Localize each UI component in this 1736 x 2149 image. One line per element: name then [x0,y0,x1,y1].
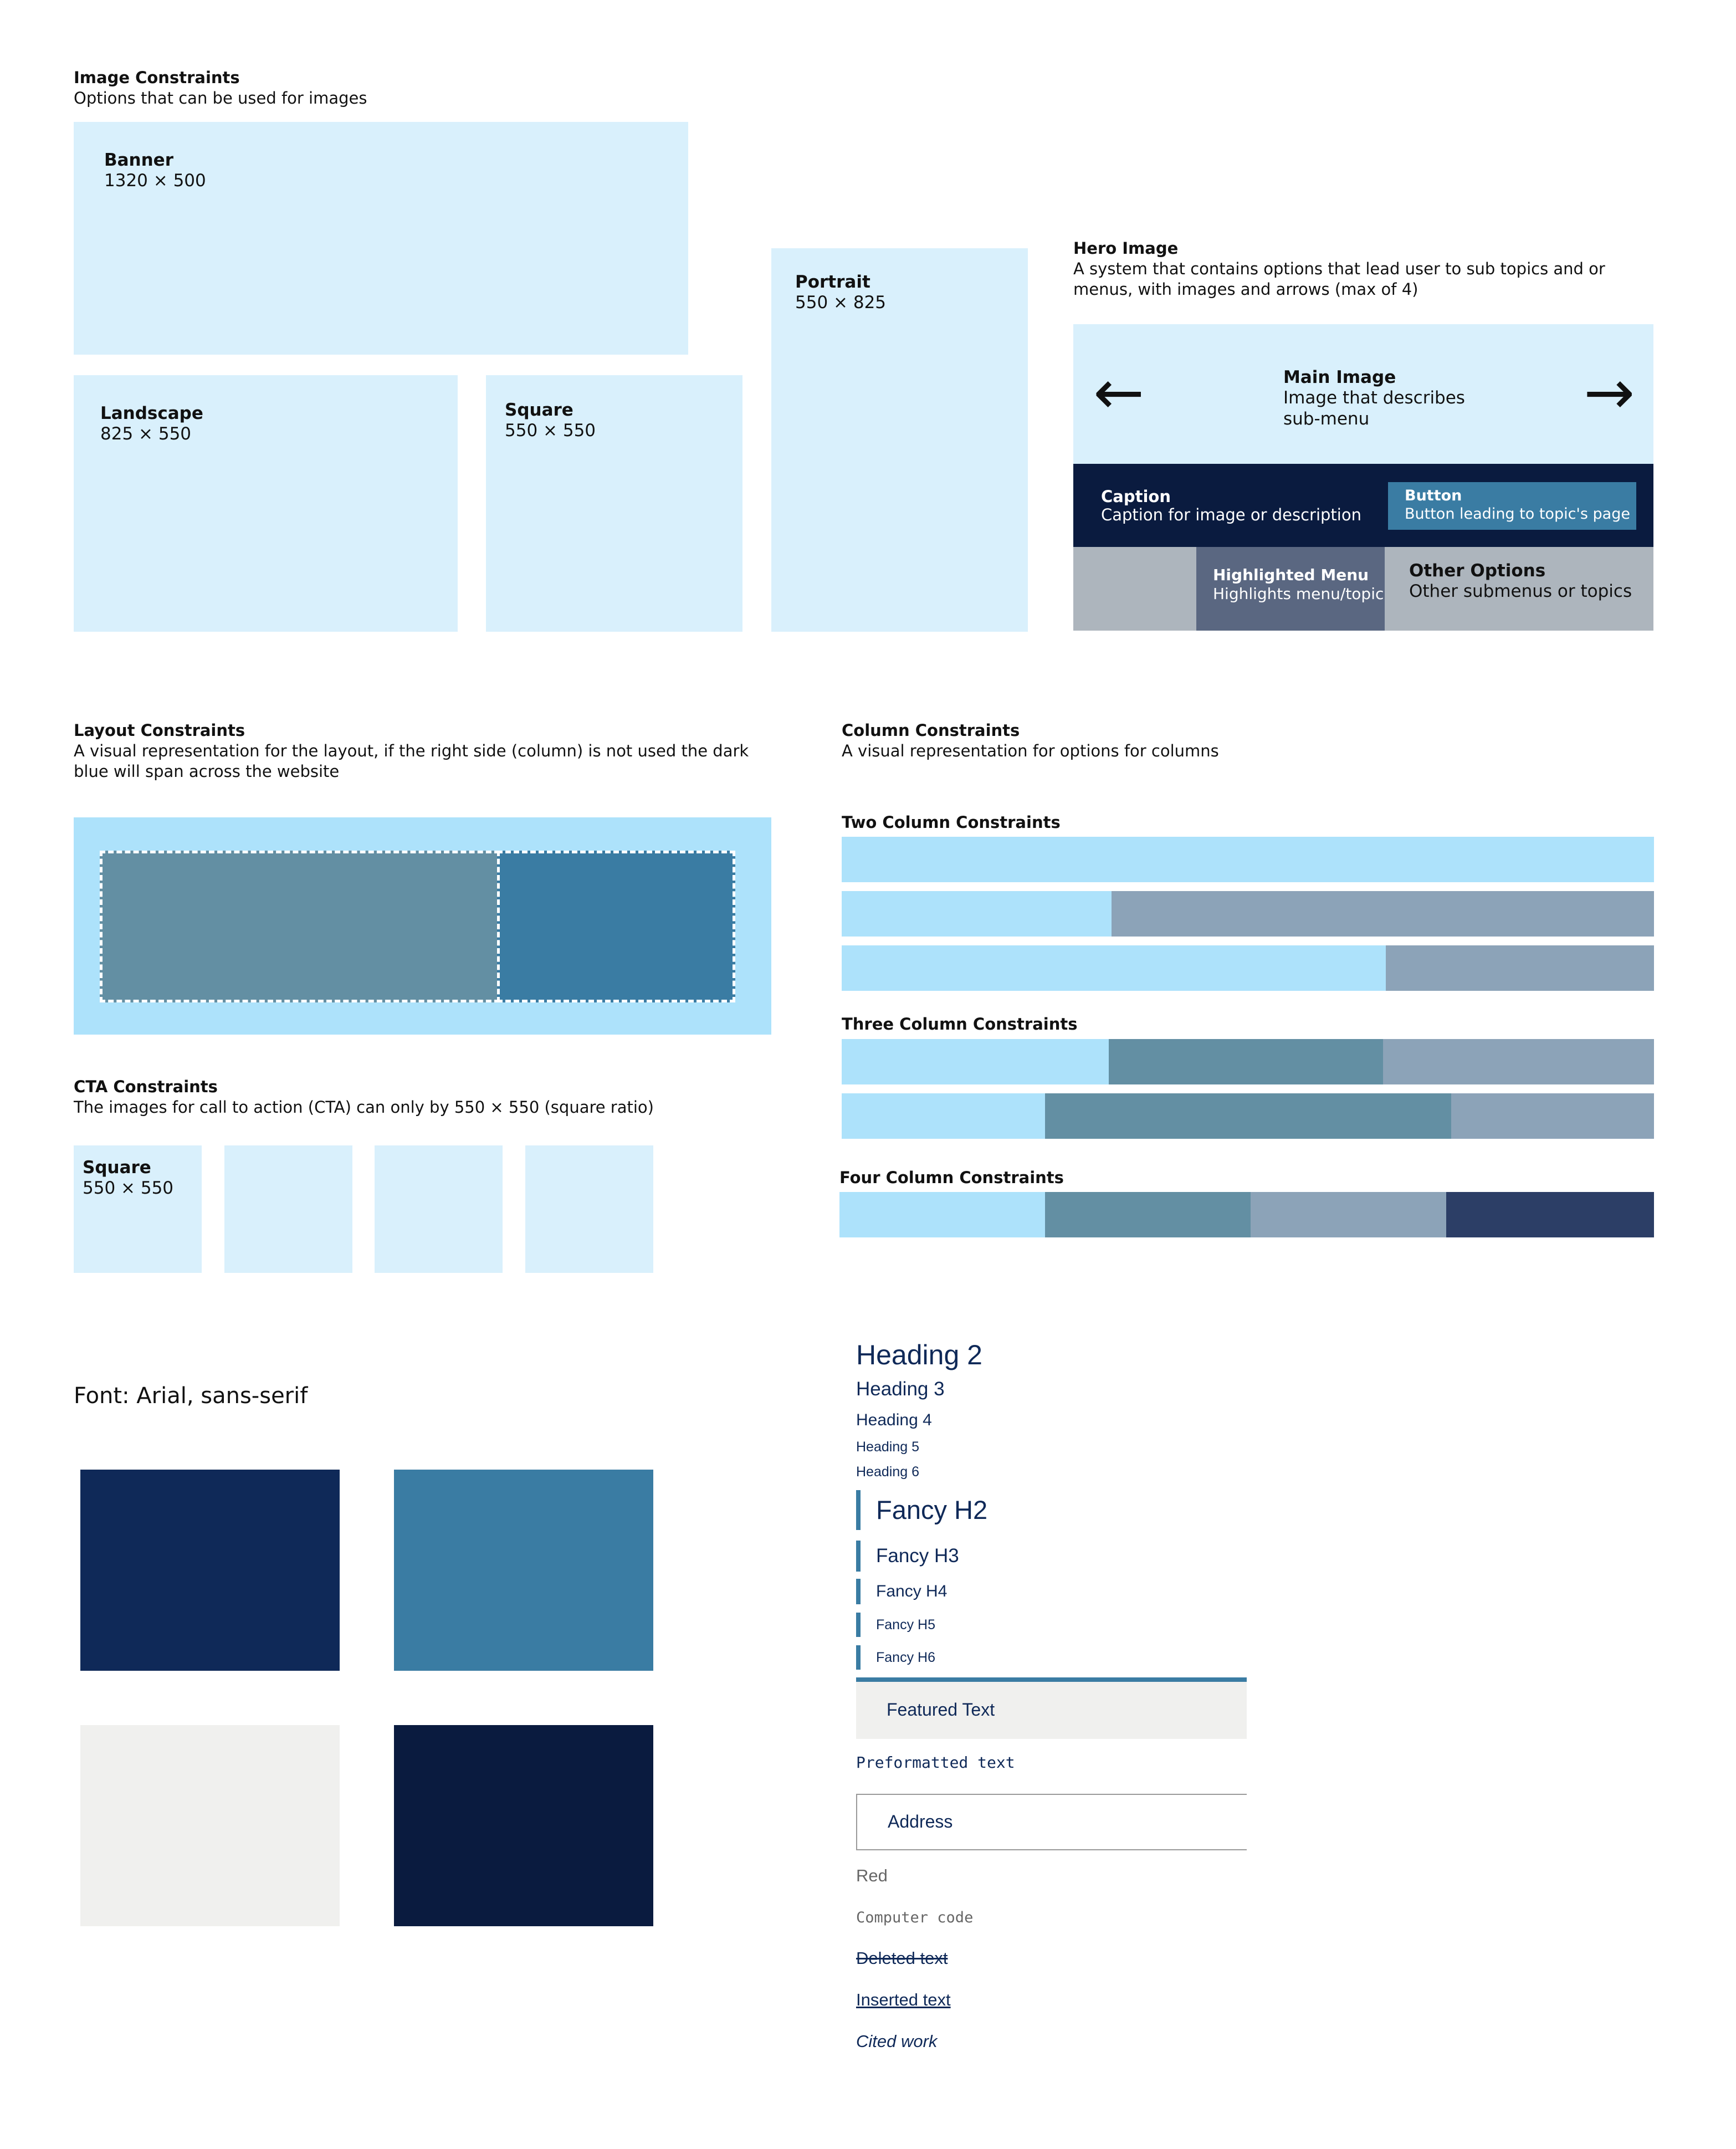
cta-desc: The images for call to action (CTA) can only by 550 × 550 (square ratio) [74,1098,654,1117]
portrait-box [771,248,1028,632]
square-size: 550 × 550 [505,421,596,441]
cta-square-3 [375,1145,503,1273]
banner-size: 1320 × 500 [104,171,206,191]
arrow-right-icon[interactable]: → [1584,357,1635,428]
heading-2-sample: Heading 2 [856,1339,982,1370]
hero-main-desc: Image that describes sub-menu [1283,388,1465,429]
hero-main-panel [1073,324,1653,464]
two-column-row-1 [842,837,1654,882]
layout-desc: A visual representation for the layout, if the right side (column) is not used the dark blue will span across the website [74,741,749,781]
caption-desc: Caption for image or description [1101,505,1361,524]
highlight-title: Highlighted Menu [1213,566,1369,584]
computer-code-text: Computer code [856,1909,974,1926]
caption-title: Caption [1101,487,1171,506]
fancy-h4-sample: Fancy H4 [856,1579,947,1604]
column-segment [1251,1192,1446,1237]
cta-square-4 [525,1145,653,1273]
cta-square-size: 550 × 550 [83,1178,174,1198]
layout-main-column [100,851,500,1002]
red-text: Red [856,1866,888,1885]
fancy-h5-sample: Fancy H5 [856,1613,935,1637]
fancy-h3-sample: Fancy H3 [856,1541,959,1572]
landscape-label: Landscape [100,403,203,423]
column-segment [842,891,1112,937]
cited-work-text: Cited work [856,2032,938,2051]
portrait-size: 550 × 825 [795,293,887,313]
layout-diagram [74,817,771,1035]
font-label: Font: Arial, sans-serif [74,1383,308,1409]
color-swatch-light-gray [80,1725,340,1926]
image-constraints-title: Image Constraints [74,68,240,87]
preformatted-text: Preformatted text [856,1753,1015,1772]
column-segment [842,945,1386,991]
column-segment [842,1039,1109,1084]
heading-6-sample: Heading 6 [856,1464,919,1480]
featured-text: Featured Text [887,1700,995,1720]
portrait-label: Portrait [795,272,870,292]
banner-label: Banner [104,150,173,170]
column-segment [842,837,1654,882]
hero-caption-bar [1073,464,1653,547]
arrow-left-icon[interactable]: ← [1093,357,1145,428]
hero-title: Hero Image [1073,239,1179,258]
highlighted-menu-item[interactable] [1196,547,1385,631]
three-column-title: Three Column Constraints [842,1015,1078,1033]
fancy-h6-sample: Fancy H6 [856,1645,935,1670]
featured-text-block [856,1677,1247,1739]
column-segment [842,1093,1045,1139]
column-segment [1112,891,1654,937]
column-segment [1109,1039,1383,1084]
other-title: Other Options [1409,561,1546,581]
hero-menu-bar [1073,547,1653,631]
layout-side-column [497,851,735,1002]
banner-box [74,122,688,355]
heading-5-sample: Heading 5 [856,1439,919,1455]
three-column-row-2 [842,1093,1654,1139]
landscape-size: 825 × 550 [100,424,192,444]
button-desc: Button leading to topic's page [1405,505,1630,523]
hero-button[interactable] [1388,482,1636,530]
landscape-box [74,375,458,632]
square-box [486,375,742,632]
color-swatch-steel [394,1470,653,1671]
color-swatch-dark-navy [394,1725,653,1926]
four-column-row [839,1192,1654,1237]
cta-title: CTA Constraints [74,1077,218,1096]
column-segment [839,1192,1045,1237]
two-column-title: Two Column Constraints [842,813,1061,832]
address-text: Address [888,1812,953,1831]
three-column-row-1 [842,1039,1654,1084]
image-constraints-desc: Options that can be used for images [74,89,367,108]
inserted-text: Inserted text [856,1990,951,2009]
layout-title: Layout Constraints [74,721,245,740]
highlight-desc: Highlights menu/topic [1213,585,1384,603]
four-column-title: Four Column Constraints [839,1168,1064,1187]
cta-square-2 [224,1145,352,1273]
other-desc: Other submenus or topics [1409,581,1632,601]
columns-desc: A visual representation for options for columns [842,741,1219,760]
other-options-item[interactable] [1385,547,1653,631]
column-segment [1451,1093,1654,1139]
deleted-text: Deleted text [856,1948,948,1968]
fancy-h2-sample: Fancy H2 [856,1490,987,1530]
hero-desc: A system that contains options that lead user to sub topics and or menus, with images and arrows (max of 4) [1073,259,1605,299]
color-swatch-navy [80,1470,340,1671]
column-segment [1383,1039,1654,1084]
cta-square-label: Square [83,1158,151,1178]
cta-square-1 [74,1145,202,1273]
column-segment [1045,1192,1251,1237]
column-segment [1386,945,1654,991]
heading-3-sample: Heading 3 [856,1378,945,1400]
address-block [856,1794,1247,1850]
hero-main-title: Main Image [1283,367,1396,387]
heading-4-sample: Heading 4 [856,1411,932,1429]
button-title: Button [1405,487,1462,504]
two-column-row-3 [842,945,1654,991]
column-segment [1045,1093,1451,1139]
columns-title: Column Constraints [842,721,1020,740]
square-label: Square [505,400,573,420]
column-segment [1446,1192,1654,1237]
two-column-row-2 [842,891,1654,937]
